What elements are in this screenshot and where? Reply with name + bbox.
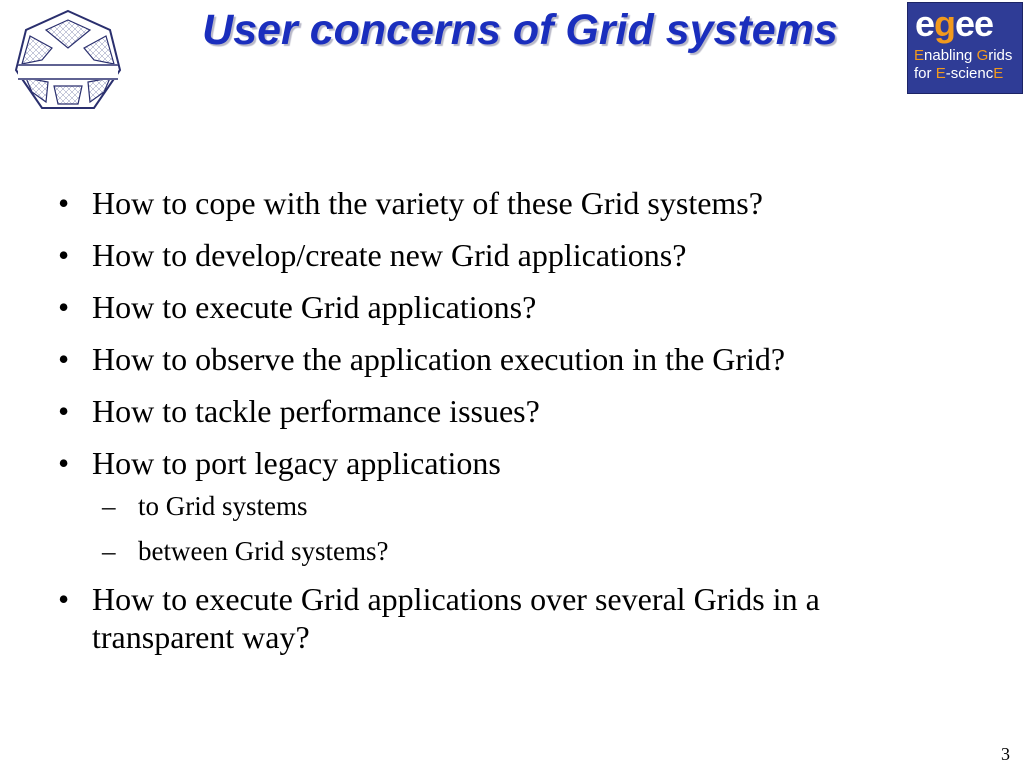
bullet-dot: • [58, 581, 70, 617]
bullet-dot: • [58, 289, 70, 325]
bullet-dot: • [58, 185, 70, 221]
bullet-item: • How to cope with the variety of these Grid systems? [58, 185, 763, 221]
egee-logo [907, 2, 1023, 94]
sub-bullet-dash: – [102, 536, 116, 566]
bullet-dot: • [58, 341, 70, 377]
sub-bullet-dash: – [102, 491, 116, 521]
egee-tagline-2: for E-sciencE [914, 65, 1004, 82]
sub-bullet-item: – between Grid systems? [102, 536, 389, 566]
egee-tagline-1: Enabling Grids [914, 47, 1013, 64]
bullet-item: • How to port legacy applications [58, 445, 501, 481]
bullet-item: • How to execute Grid applications over several Grids in a transparent way? [58, 581, 820, 655]
bullet-list [58, 184, 958, 670]
slide-title: User concerns of Grid systems [202, 6, 838, 54]
sub-bullet-item: – to Grid systems [102, 491, 308, 521]
bullet-item: • How to develop/create new Grid applications? [58, 237, 687, 273]
bullet-dot: • [58, 237, 70, 273]
sub-bullet-list [58, 490, 958, 567]
egee-wordmark: egee [915, 3, 994, 44]
bullet-item: • How to tackle performance issues? [58, 393, 540, 429]
bullet-dot: • [58, 393, 70, 429]
bullet-item: • How to execute Grid applications? [58, 289, 537, 325]
page-number: 3 [1001, 744, 1010, 764]
bullet-item: • How to observe the application execution in the Grid? [58, 341, 786, 377]
bullet-dot: • [58, 445, 70, 481]
p-grade-logo [12, 8, 124, 116]
